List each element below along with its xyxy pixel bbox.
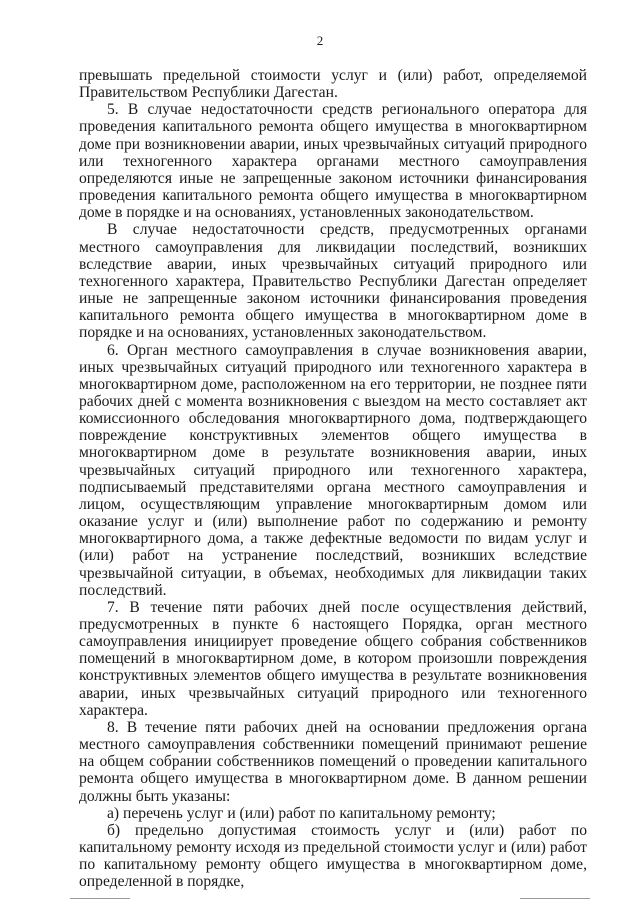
scan-artifact-left	[70, 898, 130, 899]
paragraph-item-7: 7. В течение пяти рабочих дней после осуществления действий, предусмотренных в пункте 6 настоящего Порядка, орган местного самоуправления инициирует проведение общего собрания собственников помещений в многоквартирном доме, в котором произошли повреждения конструктивных элементов общего имущества в результате возникновения аварии, иных чрезвычайных ситуаций природного или техногенного характера.	[79, 598, 587, 719]
paragraph-item-8: 8. В течение пяти рабочих дней на основании предложения органа местного самоуправления собственники помещений принимают решение на общем собрании собственников помещений о проведении капитального ремонта общего имущества в многоквартирном доме. В данном решении должны быть указаны:	[79, 718, 587, 805]
document-body	[79, 67, 587, 891]
page-number: 2	[316, 33, 324, 48]
paragraph-item-6: 6. Орган местного самоуправления в случае возникновения аварии, иных чрезвычайных ситуаций природного или техногенного характера в многоквартирном доме, расположенном на его территории, не позднее пяти рабочих дней с момента возникновения с выездом на место составляет акт комиссионного обследования многоквартирного дома, подтверждающего повреждение конструктивных элементов общего имущества в многоквартирном доме в результате возникновения аварии, иных чрезвычайных ситуаций природного или техногенного характера, подписываемый представителями органа местного самоуправления и лицом, осуществляющим управление многоквартирным домом или оказание услуг и (или) выполнение работ по содержанию и ремонту многоквартирного дома, а также дефектные ведомости по видам услуг и (или) работ на устранение последствий, возникших вследствие чрезвычайной ситуации, в объемах, необходимых для ликвидации таких последствий.	[79, 341, 587, 599]
paragraph-subitem-a: а) перечень услуг и (или) работ по капитальному ремонту;	[107, 804, 496, 822]
paragraph-item-5: 5. В случае недостаточности средств регионального оператора для проведения капитального ремонта общего имущества в многоквартирном доме при возникновении аварии, иных чрезвычайных ситуаций природного или техногенного характера органами местного самоуправления определяются иные не запрещенные законом источники финансирования проведения капитального ремонта общего имущества в многоквартирном доме в порядке и на основаниях, установленных законодательством.	[79, 101, 587, 222]
paragraph-continuation: превышать предельной стоимости услуг и (или) работ, определяемой Правительством Республики Дагестан.	[79, 67, 587, 102]
paragraph-item-5-continued: В случае недостаточности средств, предусмотренных органами местного самоуправления для ликвидации последствий, возникших вследствие аварии, иных чрезвычайных ситуаций природного или техногенного характера, Правительство Республики Дагестан определяет иные не запрещенные законом источники финансирования проведения капитального ремонта общего имущества в многоквартирном доме в порядке и на основаниях, установленных законодательством.	[79, 221, 587, 342]
paragraph-subitem-b: б) предельно допустимая стоимость услуг и (или) работ по капитальному ремонту исходя из предельной стоимости услуг и (или) работ по капитальному ремонту общего имущества в многоквартирном доме, определенной в порядке,	[79, 821, 587, 891]
scan-artifact-right	[520, 898, 590, 899]
